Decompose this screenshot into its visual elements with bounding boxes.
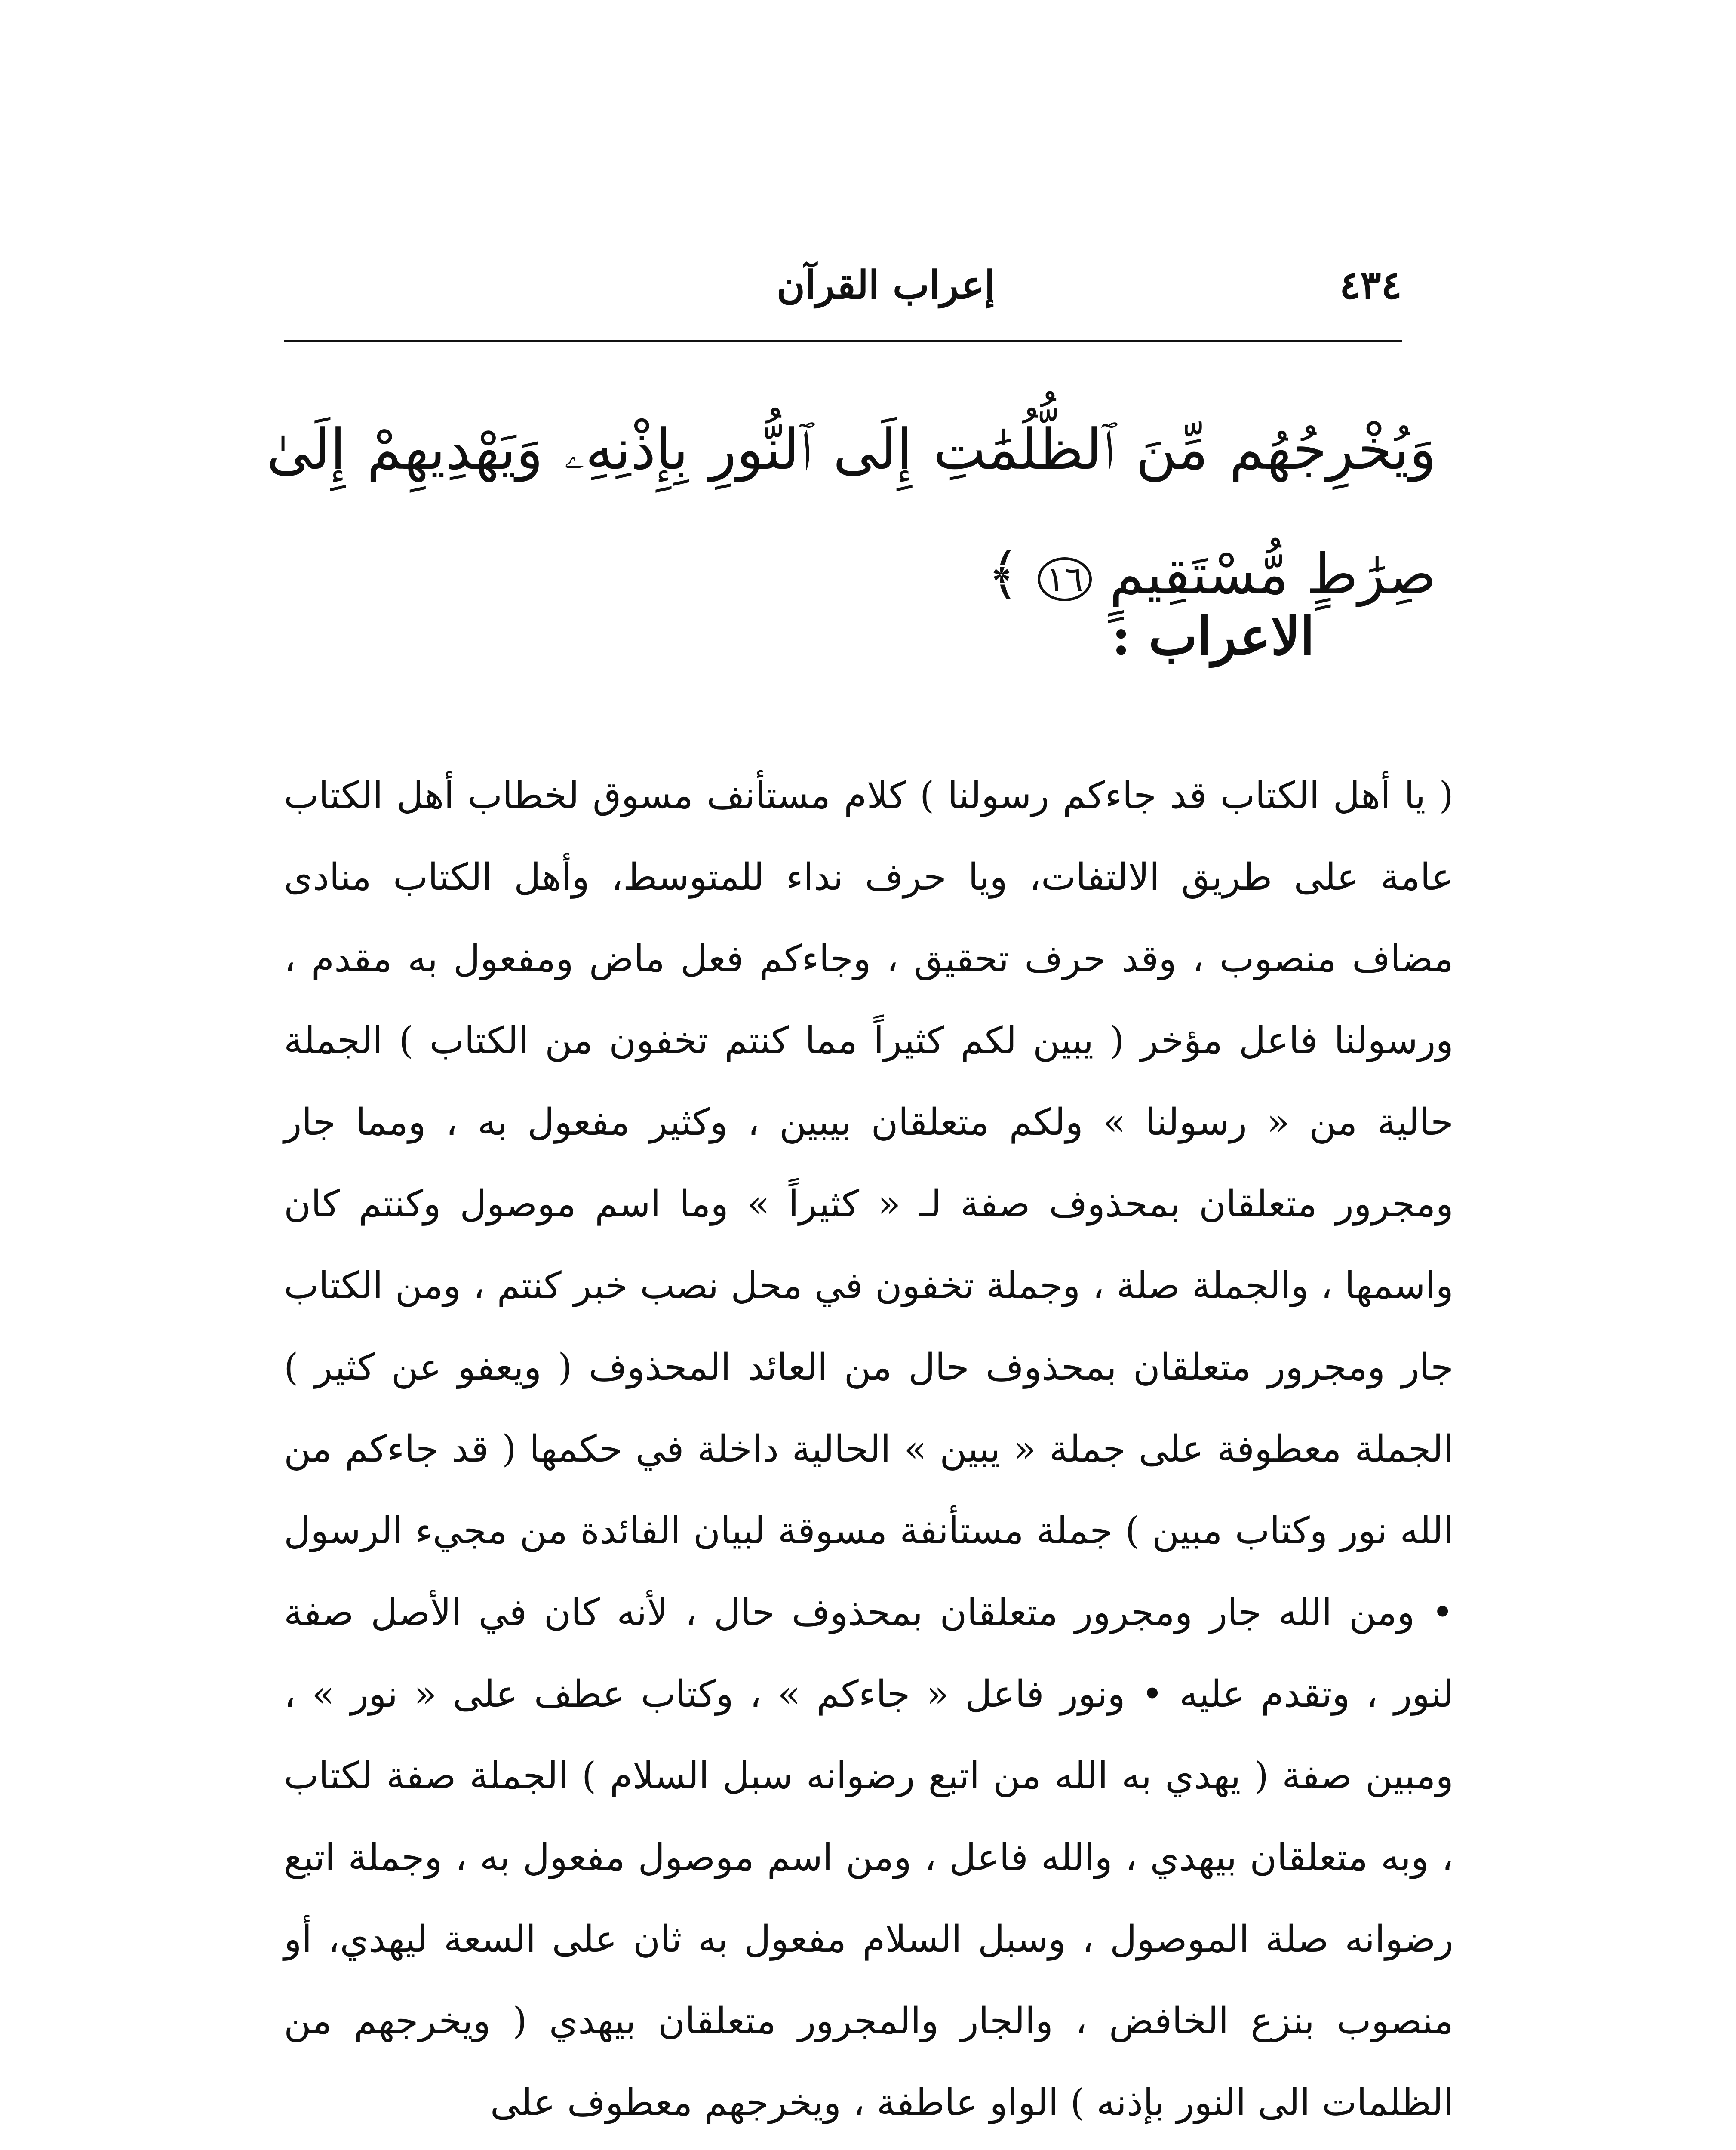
section-heading: الاعراب : xyxy=(1112,606,1315,667)
page-number: ٤٣٤ xyxy=(1339,262,1402,308)
verse-closing-bracket: ﴾ xyxy=(987,541,1020,607)
verse-number-marker: ١٦ xyxy=(1038,557,1092,601)
book-title: إعراب القرآن xyxy=(776,262,996,308)
page-header xyxy=(284,258,1402,322)
grammar-analysis-text: ( يا أهل الكتاب قد جاءكم رسولنا ) كلام مستأنف مسوق لخطاب أهل الكتاب عامة على طريق الالتفات، ويا حرف نداء للمتوسط، وأهل الكتاب منادى مضاف منصوب ، وقد حرف تحقيق ، وجاءكم فعل ماض ومفعول به مقدم ، ورسولنا فاعل مؤخر ( يبين لكم كثيراً مما كنتم تخفون من الكتاب ) الجملة حالية من « رسولنا » ولكم متعلقان بيبين ، وكثير مفعول به ، ومما جار ومجرور متعلقان بمحذوف صفة لـ « كثيراً » وما اسم موصول وكنتم كان واسمها ، والجملة صلة ، وجملة تخفون في محل نصب خبر كنتم ، ومن الكتاب جار ومجرور متعلقان بمحذوف حال من العائد المحذوف ( ويعفو عن كثير ) الجملة معطوفة على جملة « يبين » الحالية داخلة في حكمها ( قد جاءكم من الله نور وكتاب مبين ) جملة مستأنفة مسوقة لبيان الفائدة من مجيء الرسول • ومن الله جار ومجرور متعلقان بمحذوف حال ، لأنه كان في الأصل صفة لنور ، وتقدم عليه • ونور فاعل « جاءكم » ، وكتاب عطف على « نور » ، ومبين صفة ( يهدي به الله من اتبع رضوانه سبل السلام ) الجملة صفة لكتاب ، وبه متعلقان بيهدي ، والله فاعل ، ومن اسم موصول مفعول به ، وجملة اتبع رضوانه صلة الموصول ، وسبل السلام مفعول به ثان على السعة ليهدي، أو منصوب بنزع الخافض ، والجار والمجرور متعلقان بيهدي ( ويخرجهم من الظلمات الى النور بإذنه ) الواو عاطفة ، ويخرجهم معطوف على xyxy=(284,774,1453,2124)
header-divider xyxy=(284,340,1402,342)
quran-verse xyxy=(267,387,1436,636)
verse-text: وَيُخْرِجُهُم مِّنَ ٱلظُّلُمَٰتِ إِلَى ٱلنُّورِ بِإِذْنِهِۦ وَيَهْدِيهِمْ إِلَىٰ صِرَٰطٍ مُّسْتَقِيمٍ xyxy=(267,417,1436,607)
